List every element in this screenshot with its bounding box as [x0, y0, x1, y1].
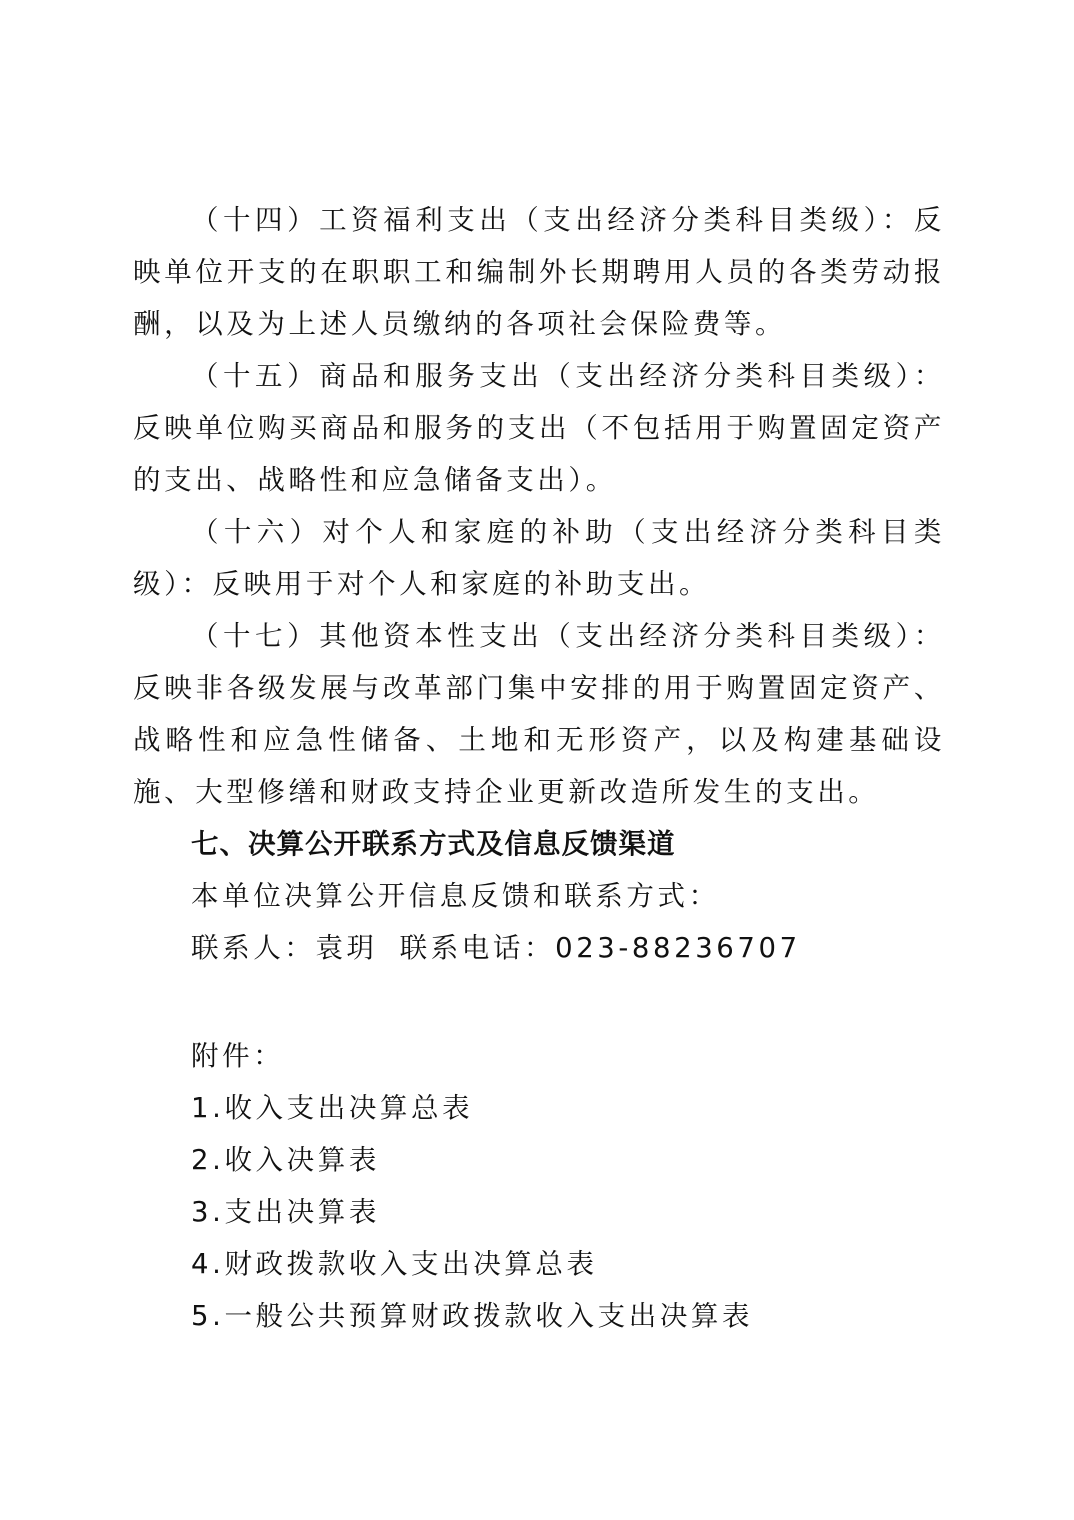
attachments-block	[191, 1030, 951, 1342]
attachment-item: 2.收入决算表	[191, 1144, 380, 1176]
contact-phone-label: 联系电话：	[399, 932, 556, 964]
paragraph-other-capital: （十七）其他资本性支出（支出经济分类科目类级）：反映非各级发展与改革部门集中安排的用于购置固定资产、战略性和应急性储备、土地和无形资产，以及构建基础设施、大型修缮和财政支持企业更新改造所发生的支出。	[133, 620, 945, 808]
attachment-item: 3.支出决算表	[191, 1196, 380, 1228]
contact-person-label: 联系人：	[191, 932, 316, 964]
attachments-label: 附件：	[191, 1040, 285, 1072]
attachment-item: 4.财政拨款收入支出决算总表	[191, 1248, 598, 1280]
attachment-item: 5.一般公共预算财政拨款收入支出决算表	[191, 1300, 754, 1332]
contact-person-name: 袁玥	[315, 932, 378, 964]
paragraph-wage-welfare: （十四）工资福利支出（支出经济分类科目类级）：反映单位开支的在职职工和编制外长期聘用人员的各类劳动报酬，以及为上述人员缴纳的各项社会保险费等。	[133, 204, 945, 340]
document-body	[133, 194, 945, 974]
paragraph-goods-services: （十五）商品和服务支出（支出经济分类科目类级）：反映单位购买商品和服务的支出（不包括用于购置固定资产的支出、战略性和应急储备支出）。	[133, 360, 945, 496]
section-heading: 七、决算公开联系方式及信息反馈渠道	[191, 828, 676, 860]
attachment-item: 1.收入支出决算总表	[191, 1092, 474, 1124]
contact-intro: 本单位决算公开信息反馈和联系方式：	[191, 880, 720, 912]
contact-phone-number: 023-88236707	[555, 932, 801, 964]
contact-line	[133, 922, 945, 974]
paragraph-household-subsidy: （十六）对个人和家庭的补助（支出经济分类科目类级）：反映用于对个人和家庭的补助支出。	[133, 516, 945, 600]
